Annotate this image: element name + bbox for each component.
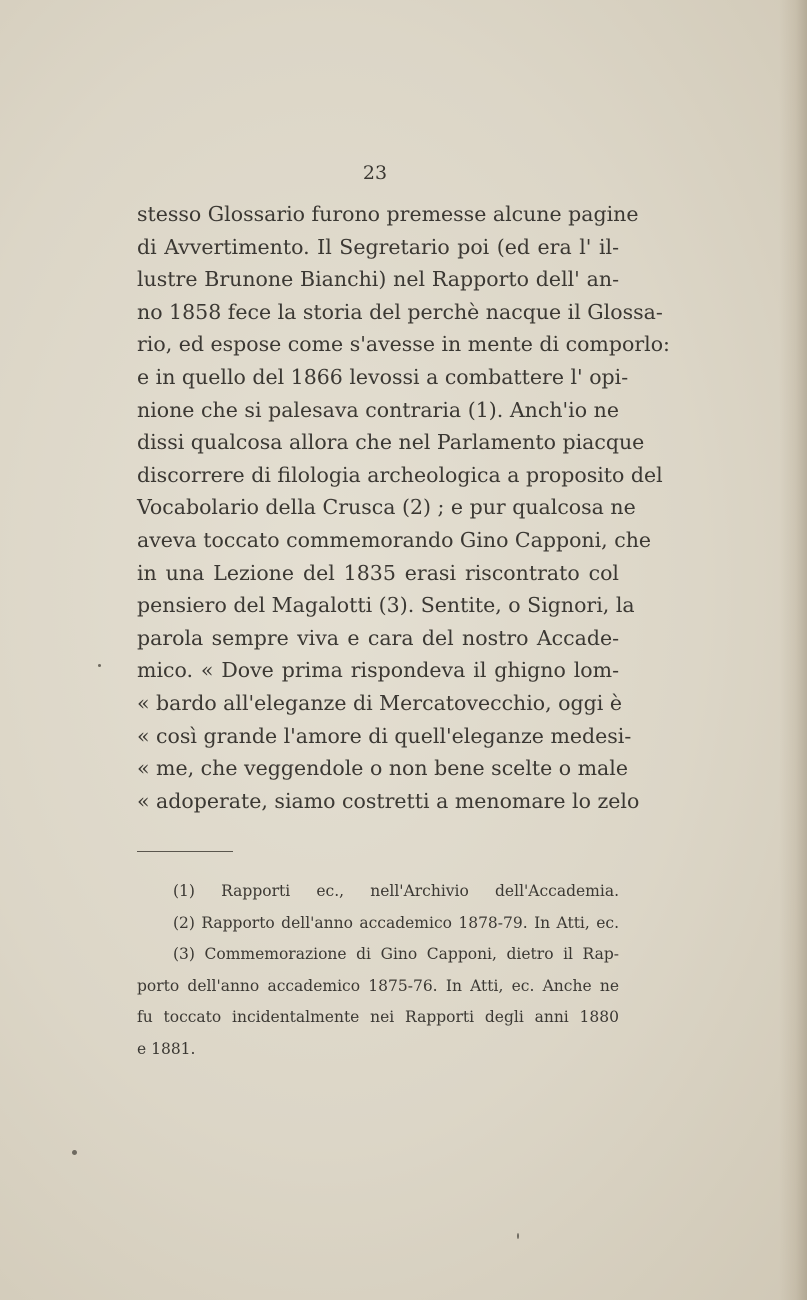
quote-line: « adoperate, siamo costretti a menomare lo zelo <box>137 788 640 813</box>
footnote-separator <box>137 851 233 852</box>
paper-speck <box>517 1233 519 1239</box>
footnote-3-continued: fu toccato incidentalmente nei Rapporti degli anni 1880 <box>137 1008 619 1026</box>
footnote-3-continued: e 1881. <box>137 1039 196 1058</box>
page-number: 23 <box>362 162 388 184</box>
body-line: nione che si palesava contraria (1). Anch'io ne <box>137 397 619 422</box>
body-line: Vocabolario della Crusca (2) ; e pur qualcosa ne <box>137 495 636 520</box>
body-line: di Avvertimento. Il Segretario poi (ed era l' il- <box>137 234 619 259</box>
page-edge-shadow <box>779 0 807 1300</box>
body-line: dissi qualcosa allora che nel Parlamento piacque <box>137 430 645 455</box>
quote-line: « me, che veggendole o non bene scelte o male <box>137 756 628 781</box>
body-line: lustre Brunone Bianchi) nel Rapporto dell' an- <box>137 267 619 292</box>
quote-line: « bardo all'eleganze di Mercatovecchio, oggi è <box>137 690 622 715</box>
quote-line: « così grande l'amore di quell'eleganze medesi- <box>137 723 632 748</box>
body-line: mico. « Dove prima rispondeva il ghigno lom- <box>137 658 619 683</box>
paper-speck <box>98 664 101 667</box>
body-line: rio, ed espose come s'avesse in mente di comporlo: <box>137 332 670 357</box>
body-line: e in quello del 1866 levossi a combattere l' opi- <box>137 364 629 389</box>
footnote-2: (2) Rapporto dell'anno accademico 1878-79. In Atti, ec. <box>173 913 619 932</box>
footnote-3-continued: porto dell'anno accademico 1875-76. In Atti, ec. Anche ne <box>137 976 619 995</box>
body-line: parola sempre viva e cara del nostro Accade- <box>137 625 619 650</box>
paper-speck <box>72 1150 77 1155</box>
footnotes <box>137 876 619 1065</box>
body-line: no 1858 fece la storia del perchè nacque il Glossa- <box>137 299 663 324</box>
footnote-3: (3) Commemorazione di Gino Capponi, dietro il Rap- <box>173 945 619 963</box>
body-line: in una Lezione del 1835 erasi riscontrato col <box>137 560 619 585</box>
body-text <box>137 198 670 817</box>
body-line: aveva toccato commemorando Gino Capponi, che <box>137 527 652 552</box>
footnote-1: (1) Rapporti ec., nell'Archivio dell'Accademia. <box>173 882 619 900</box>
body-line: pensiero del Magalotti (3). Sentite, o Signori, la <box>137 593 635 618</box>
body-line: discorrere di filologia archeologica a proposito del <box>137 462 663 487</box>
body-line: stesso Glossario furono premesse alcune pagine <box>137 202 639 226</box>
